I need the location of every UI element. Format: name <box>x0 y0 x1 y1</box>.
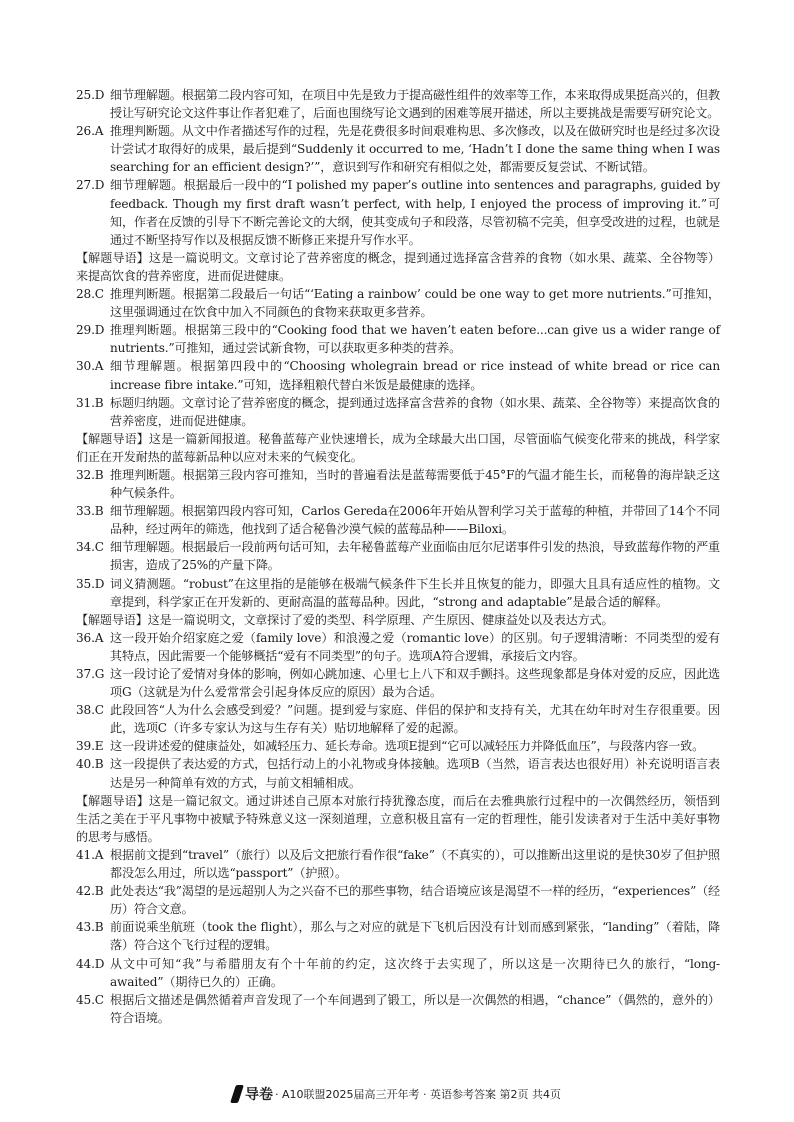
answer-number: 27.D <box>76 178 105 193</box>
answer-number: 36.A <box>76 630 104 645</box>
answer-explanation: 推理判断题。根据第三段内容可推知，当时的普遍看法是蓝莓需要低于45°F的气温才能生长，而秘鲁的海岸缺乏这种气候条件。 <box>110 467 720 501</box>
answer-item <box>76 538 720 574</box>
answer-explanation: 此段回答“人为什么会感受到爱？”问题。提到爱与家庭、伴侣的保护和支持有关，尤其在幼年时对生存很重要。因此，选项C（许多专家认为这与生存有关）贴切地解释了爱的起源。 <box>110 703 720 736</box>
answer-explanation: 细节理解题。根据最后一段前两句话可知，去年秘鲁蓝莓产业面临由厄尔尼诺事件引发的热浪，导致蓝莓作物的严重损害，造成了25%的产量下降。 <box>110 540 720 573</box>
answer-number: 32.B <box>76 467 104 482</box>
answer-list <box>76 86 720 1027</box>
answer-item <box>76 955 720 991</box>
answer-number: 30.A <box>76 359 104 374</box>
answer-explanation: 词义猜测题。“robust”在这里指的是能够在极端气候条件下生长并且恢复的能力，即强大且具有适应性的植物。文章提到，科学家正在开发新的、更耐高温的蓝莓品种。因此，“strong and adaptable”是最合适的解释。 <box>110 576 720 609</box>
answer-number: 34.C <box>76 540 104 555</box>
answer-item <box>76 285 720 321</box>
answer-number: 29.D <box>76 323 105 338</box>
section-guide: 【解题导语】这是一篇新闻报道。秘鲁蓝莓产业快速增长，成为全球最大出口国，尽管面临气候变化带来的挑战，科学家们正在开发耐热的蓝莓新品种以应对未来的气候变化。 <box>76 431 720 464</box>
answer-explanation: 细节理解题。根据最后一段中的“I polished my paper’s outline into sentences and paragraphs, guided by feedback. Though my first draft wasn’t perfect, with help, I enjoyed the process of improving it.”可知，作者在反馈的引导下不断完善论文的大纲，使其变成句子和段落，尽管初稿不完美，但享受改进的过程，也就是通过不断坚持写作以及根据反馈不断修正来提升写作水平。 <box>110 178 720 247</box>
answer-number: 40.B <box>76 757 104 772</box>
answer-number: 44.D <box>76 956 105 971</box>
page-footer <box>0 1083 794 1105</box>
brand-logo-text: 导卷 <box>245 1087 273 1103</box>
answer-number: 26.A <box>76 124 104 139</box>
answer-number: 35.D <box>76 576 105 591</box>
answer-explanation: 根据前文提到“travel”（旅行）以及后文把旅行看作很“fake”（不真实的），可以推断出这里说的是快30岁了但护照都没怎么用过，所以选“passport”（护照）。 <box>110 847 720 881</box>
answer-explanation: 标题归纳题。文章讨论了营养密度的概念，提到通过选择富含营养的食物（如水果、蔬菜、全谷物等）来提高饮食的营养密度，进而促进健康。 <box>110 395 720 428</box>
answer-number: 42.B <box>76 884 104 899</box>
brand-logo-icon <box>230 1085 244 1103</box>
answer-explanation: 细节理解题。根据第四段中的“Choosing wholegrain bread or rice instead of white bread or rice can increase fibre intake.”可知，选择粗粮代替白米饭是最健康的选择。 <box>110 359 720 392</box>
answer-number: 37.G <box>76 667 105 681</box>
answer-explanation: 细节理解题。根据第二段内容可知，在项目中先是致力于提高磁性组件的效率等工作，本来取得成果挺高兴的，但教授让写研究论文这件事让作者犯难了，后面也围绕写论文遇到的困难等展开描述，所以主要挑战是需要写研究论文。 <box>110 88 720 121</box>
answer-number: 41.A <box>76 847 104 862</box>
answer-item <box>76 882 720 918</box>
answer-number: 31.B <box>76 395 104 410</box>
answer-item <box>76 629 720 665</box>
answer-number: 39.E <box>76 739 104 754</box>
answer-number: 25.D <box>76 88 105 102</box>
answer-item <box>76 991 720 1027</box>
answer-item <box>76 918 720 954</box>
answer-explanation: 这一段讨论了爱情对身体的影响，例如心跳加速、心里七上八下和双手颤抖。这些现象都是身体对爱的反应，因此选项G（这就是为什么爱常常会引起身体反应的原因）最为合适。 <box>110 667 720 700</box>
answer-item <box>76 575 720 611</box>
answer-number: 28.C <box>76 287 104 302</box>
answer-explanation: 这一段开始介绍家庭之爱（family love）和浪漫之爱（romantic love）的区别。句子逻辑清晰：不同类型的爱有其特点，因此需要一个能够概括“爱有不同类型”的句子。选项A符合逻辑，承接后文内容。 <box>110 630 720 663</box>
answer-item <box>76 737 720 755</box>
answer-item <box>76 357 720 393</box>
section-guide: 【解题导语】这是一篇记叙文。通过讲述自己原本对旅行持犹豫态度，而后在去雅典旅行过程中的一次偶然经历，领悟到生活之美在于平凡事物中被赋予特殊意义这一深刻道理，立意积极且富有一定的哲理性，能引发读者对于生活中美好事物的思考与感悟。 <box>76 793 720 844</box>
answer-explanation: 推理判断题。根据第二段最后一句话“‘Eating a rainbow’ could be one way to get more nutrients.”可推知，这里强调通过在饮食中加入不同颜色的食物来获取更多营养。 <box>110 287 720 320</box>
answer-item <box>76 176 720 248</box>
answer-explanation: 前面说乘坐航班（took the flight），那么与之对应的就是下飞机后因没有计划而感到紧张，“landing”（着陆，降落）符合这个飞行过程的逻辑。 <box>110 920 720 953</box>
answer-explanation: 根据后文描述是偶然循着声音发现了一个车间遇到了锻工，所以是一次偶然的相遇，“chance”（偶然的，意外的）符合语境。 <box>110 992 720 1025</box>
answer-explanation: 这一段讲述爱的健康益处，如减轻压力、延长寿命。选项E提到“它可以减轻压力并降低血压”，与段落内容一致。 <box>110 739 705 754</box>
answer-explanation: 这一段提供了表达爱的方式，包括行动上的小礼物或身体接触。选项B（当然，语言表达也很好用）补充说明语言表达是另一种简单有效的方式，与前文相辅相成。 <box>110 757 720 790</box>
answer-item <box>76 701 720 737</box>
answer-explanation: 从文中可知“我”与希腊朋友有个十年前的约定，这次终于去实现了，所以这是一次期待已久的旅行，“long-awaited”（期待已久的）正确。 <box>110 956 720 989</box>
answer-item <box>76 122 720 176</box>
answer-item <box>76 466 720 502</box>
answer-explanation: 推理判断题。从文中作者描述写作的过程，先是花费很多时间艰难构思、多次修改，以及在做研究时也是经过多次设计尝试才取得好的成果，最后提到“Suddenly it occurred to me, ‘Hadn’t I done the same thing when I was searching for an efficient design?’”，意识到写作和研究有相似之处，都需要反复尝试、不断试错。 <box>110 124 720 175</box>
answer-number: 38.C <box>76 703 104 718</box>
section-guide: 【解题导语】这是一篇说明文。文章讨论了营养密度的概念，提到通过选择富含营养的食物（如水果、蔬菜、全谷物等）来提高饮食的营养密度，进而促进健康。 <box>76 250 720 283</box>
answer-number: 45.C <box>76 992 104 1007</box>
answer-number: 33.B <box>76 504 104 519</box>
answer-item <box>76 755 720 791</box>
answer-explanation: 此处表达“我”渴望的是远超别人为之兴奋不已的那些事物，结合语境应该是渴望不一样的经历，“experiences”（经历）符合文意。 <box>110 884 720 917</box>
answer-item <box>76 665 720 701</box>
answer-explanation: 推理判断题。根据第三段中的“Cooking food that we haven’t eaten before...can give us a wider range of nutrients.”可推知，通过尝试新食物，可以获取更多种类的营养。 <box>110 323 720 356</box>
answer-item <box>76 846 720 882</box>
answer-number: 43.B <box>76 920 104 935</box>
answer-item <box>76 86 720 122</box>
answer-item <box>76 321 720 357</box>
section-guide: 【解题导语】这是一篇说明文，文章探讨了爱的类型、科学原理、产生原因、健康益处以及表达方式。 <box>76 612 614 627</box>
answer-explanation: 细节理解题。根据第四段内容可知，Carlos Gereda在2006年开始从智利学习关于蓝莓的种植，并带回了14个不同品种，经过两年的筛选，他找到了适合秘鲁沙漠气候的蓝莓品种——Biloxi。 <box>110 504 720 537</box>
answer-item <box>76 394 720 430</box>
answer-item <box>76 502 720 538</box>
footer-caption: · A10联盟2025届高三开年考 · 英语参考答案 第2页 共4页 <box>275 1088 561 1101</box>
